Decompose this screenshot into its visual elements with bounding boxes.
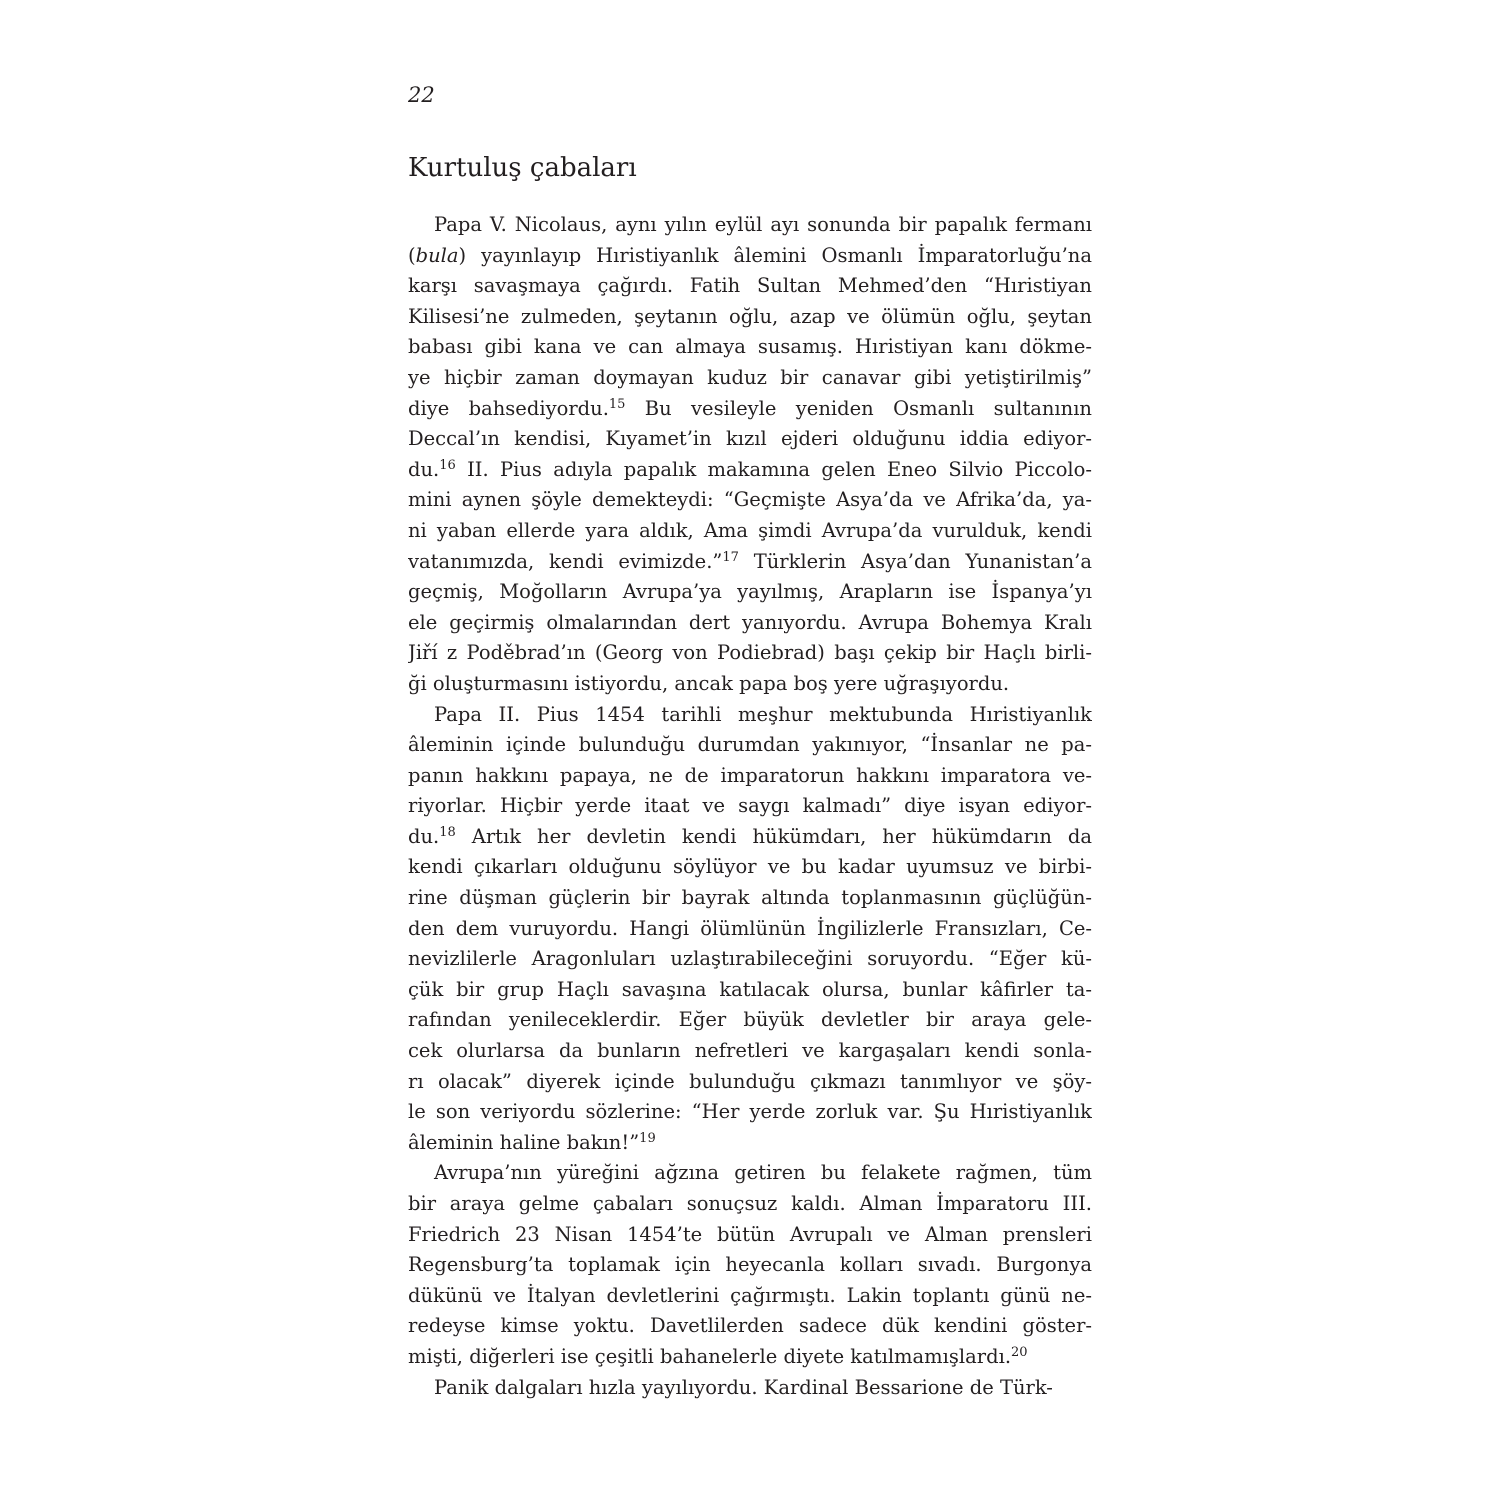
text-line: geçmiş, Moğolların Avrupa’ya yayılmış, Arapların ise İspanya’yı [408,580,1092,604]
section-title: Kurtuluş çabaları [408,153,637,183]
text-line: dükünü ve İtalyan devletlerini çağırmıştı. Lakin toplantı günü ne- [408,1283,1092,1307]
text-line: Deccal’ın kendisi, Kıyamet’in kızıl ejderi olduğunu iddia ediyor- [408,427,1092,451]
text-line: le son veriyordu sözlerine: “Her yerde zorluk var. Şu Hıristiyanlık [408,1100,1092,1124]
text-line: âleminin haline bakın!”$^{19}$ [408,1130,656,1154]
text-line: Panik dalgaları hızla yayılıyordu. Kardinal Bessarione de Türk- [434,1375,1053,1399]
text-line: mişti, diğerleri ise çeşitli bahanelerle diyete katılmamışlardı.$^{20}$ [408,1344,1028,1368]
footnote-marker: 18 [439,824,456,840]
footnote-marker: 17 [722,549,739,565]
page-number: 22 [408,83,435,107]
text-line: nevizlilerle Aragonluları uzlaştırabileceğini soruyordu. “Eğer kü- [408,947,1092,971]
body-text [408,210,1092,1403]
text-line: cek olurlarsa da bunların nefretleri ve kargaşaları kendi sonla- [408,1039,1092,1063]
text-line: rine düşman güçlerin bir bayrak altında toplanmasının güçlüğün- [408,886,1092,910]
text-line: ele geçirmiş olmalarından dert yanıyordu. Avrupa Bohemya Kralı [408,610,1092,634]
text-line: Friedrich 23 Nisan 1454’te bütün Avrupalı ve Alman prensleri [408,1222,1092,1246]
footnote-marker: 16 [439,457,456,473]
paragraph [408,700,1092,1159]
text-line: Avrupa’nın yüreğini ağzına getiren bu felakete rağmen, tüm [434,1161,1092,1185]
text-line: karşı savaşmaya çağırdı. Fatih Sultan Mehmed’den “Hıristiyan [408,274,1092,298]
text-line: rı olacak” diyerek içinde bulunduğu çıkmazı tanımlıyor ve şöy- [408,1069,1092,1093]
text-line: du.$^{16}$ II. Pius adıyla papalık makamına gelen Eneo Silvio Piccolo- [408,457,1092,481]
text-line: bir araya gelme çabaları sonuçsuz kaldı. Alman İmparatoru III. [408,1192,1092,1215]
text-line: âleminin içinde bulunduğu durumdan yakınıyor, “İnsanlar ne pa- [408,733,1092,757]
text-line: (bula) yayınlayıp Hıristiyanlık âlemini Osmanlı İmparatorluğu’na [408,243,1092,267]
text-line: den dem vuruyordu. Hangi ölümlünün İngilizlerle Fransızları, Ce- [408,916,1092,940]
paragraph [408,210,1092,700]
text-line: mini aynen şöyle demekteydi: “Geçmişte Asya’da ve Afrika’da, ya- [408,488,1092,512]
book-page [408,80,1092,1403]
text-line: redeyse kimse yoktu. Davetlilerden sadece dük kendini göster- [408,1314,1092,1338]
text-line: riyorlar. Hiçbir yerde itaat ve saygı kalmadı” diye isyan ediyor- [408,794,1092,818]
text-line: ği oluşturmasını istiyordu, ancak papa boş yere uğraşıyordu. [408,671,1010,695]
footnote-marker: 15 [608,396,626,412]
footnote-marker: 20 [1011,1344,1028,1360]
text-line: rafından yenileceklerdir. Eğer büyük devletler bir araya gele- [408,1008,1092,1032]
text-line: du.$^{18}$ Artık her devletin kendi hükümdarı, her hükümdarın da [408,824,1092,848]
text-line: Kilisesi’ne zulmeden, şeytanın oğlu, azap ve ölümün oğlu, şeytan [408,304,1092,328]
text-line: Papa V. Nicolaus, aynı yılın eylül ayı sonunda bir papalık fermanı [434,213,1092,236]
text-line: Jiří z Poděbrad’ın (Georg von Podiebrad) başı çekip bir Haçlı birli- [408,641,1092,665]
text-line: panın hakkını papaya, ne de imparatorun hakkını imparatora ve- [408,763,1092,787]
text-line: ye hiçbir zaman doymayan kuduz bir canavar gibi yetiştirilmiş” [408,365,1092,389]
text-line: ni yaban ellerde yara aldık, Ama şimdi Avrupa’da vurulduk, kendi [408,518,1092,542]
footnote-marker: 19 [639,1130,656,1146]
paragraph [408,1373,1092,1404]
text-line: Regensburg’ta toplamak için heyecanla kolları sıvadı. Burgonya [408,1253,1092,1277]
text-line: Papa II. Pius 1454 tarihli meşhur mektubunda Hıristiyanlık [434,702,1092,726]
text-line: kendi çıkarları olduğunu söylüyor ve bu kadar uyumsuz ve birbi- [408,855,1092,879]
text-line: vatanımızda, kendi evimizde.”$^{17}$ Türklerin Asya’dan Yunanistan’a [408,549,1092,573]
text-line: çük bir grup Haçlı savaşına katılacak olursa, bunlar kâfirler ta- [408,977,1092,1001]
paragraph [408,1158,1092,1372]
text-line: diye bahsediyordu.$^{15}$ Bu vesileyle yeniden Osmanlı sultanının [408,396,1092,420]
text-line: babası gibi kana ve can almaya susamış. Hıristiyan kanı dökme- [408,335,1092,359]
